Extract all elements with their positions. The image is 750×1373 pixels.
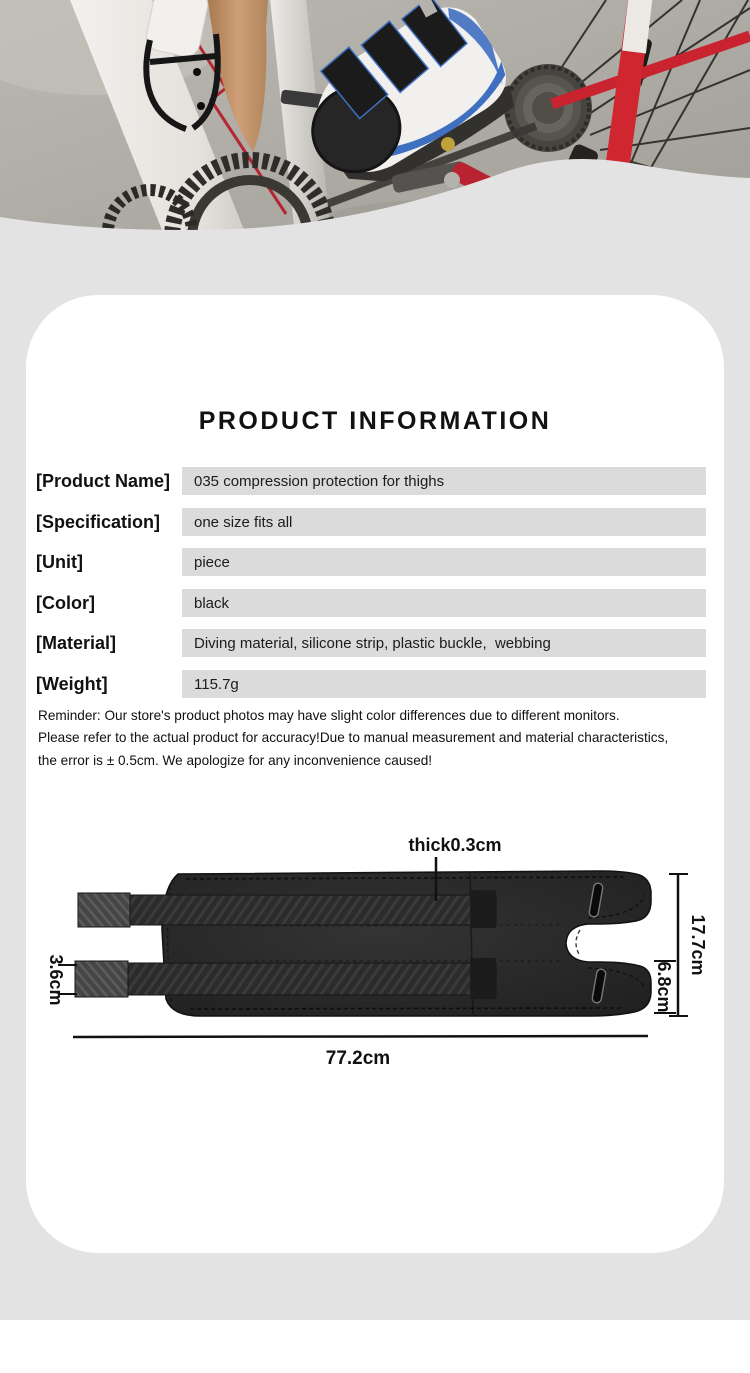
spec-value: 035 compression protection for thighs — [194, 473, 445, 490]
spec-row-unit — [26, 548, 724, 576]
next-section-background — [0, 1320, 750, 1373]
spec-label: [Color] — [36, 592, 95, 613]
spec-value-bar — [182, 589, 706, 617]
spec-row-color — [26, 589, 724, 617]
dim-thickness-label: thick0.3cm — [408, 835, 502, 855]
dim-length-label: 77.2cm — [325, 1048, 391, 1069]
dim-tab-height-label: 6.8cm — [654, 961, 674, 1013]
strap-keeper — [470, 958, 496, 999]
reminder-line-1: Reminder: Our store's product photos may have slight color differences due to different monitors. — [38, 708, 620, 723]
spec-value: Diving material, silicone strip, plastic buckle, webbing — [194, 635, 551, 652]
bike-photo-illustration — [0, 0, 750, 245]
page-title: PRODUCT INFORMATION — [198, 407, 552, 435]
product-diagram — [26, 815, 724, 1085]
spec-label: [Specification] — [36, 511, 161, 532]
dim-length-line — [73, 1036, 648, 1037]
reminder-line-2: Please refer to the actual product for accuracy!Due to manual measurement and material characteristics, — [38, 730, 669, 746]
reminder-line-3: the error is ± 0.5cm. We apologize for any inconvenience caused! — [38, 752, 433, 768]
spec-value-bar — [182, 508, 706, 536]
spec-label: [Weight] — [36, 673, 108, 694]
dim-height-label: 17.7cm — [688, 914, 708, 976]
spec-value-bar — [182, 629, 706, 657]
strap-keeper — [470, 890, 496, 928]
spec-value-bar — [182, 670, 706, 698]
spec-value: one size fits all — [194, 513, 293, 531]
spec-value-bar — [182, 467, 706, 495]
spec-label: [Product Name] — [36, 471, 171, 491]
spec-value: piece — [194, 554, 230, 571]
upper-strap — [78, 890, 496, 928]
spec-value: 115.7g — [194, 675, 239, 693]
spec-row-material — [26, 629, 724, 657]
spec-value: black — [194, 594, 230, 612]
spec-row-weight — [26, 670, 724, 698]
product-card — [26, 295, 724, 1253]
spec-value-bar — [182, 548, 706, 576]
hero-photo — [0, 0, 750, 245]
spec-label: [Unit] — [36, 552, 83, 572]
reminder-text — [38, 705, 714, 772]
spec-row-product-name — [26, 467, 724, 495]
dim-strap-width-label: 3.6cm — [46, 954, 66, 1006]
spec-label: [Material] — [36, 633, 117, 653]
thigh-wrap-diagram — [26, 815, 724, 1085]
spec-row-specification — [26, 508, 724, 536]
lower-strap — [75, 958, 496, 999]
